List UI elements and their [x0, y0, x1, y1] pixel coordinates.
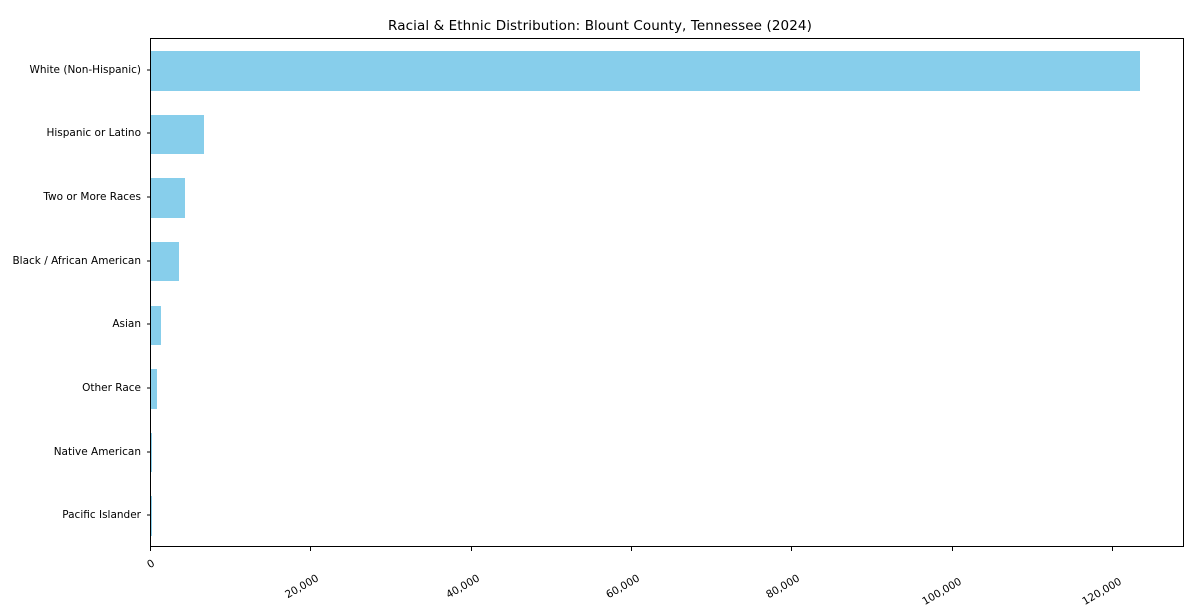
x-axis-tick: [471, 547, 472, 551]
y-axis-tick-label: Two or More Races: [43, 191, 141, 203]
x-axis-tick-label: 0: [145, 557, 157, 571]
y-axis-tick-label: Pacific Islander: [62, 509, 141, 521]
x-axis-tick-label: 40,000: [444, 572, 482, 601]
bar: [151, 115, 204, 154]
y-axis-tick-label: Other Race: [82, 382, 141, 394]
x-axis-tick: [631, 547, 632, 551]
x-axis-tick-label: 80,000: [764, 572, 802, 601]
bar: [151, 51, 1140, 90]
x-axis-tick: [310, 547, 311, 551]
y-axis-tick-label: Black / African American: [12, 255, 141, 267]
bar: [151, 433, 152, 472]
bar: [151, 306, 161, 345]
bar: [151, 242, 179, 281]
bars-layer: [151, 39, 1183, 546]
x-axis-tick-label: 120,000: [1080, 576, 1124, 608]
x-axis-tick: [952, 547, 953, 551]
y-axis-tick-label: Native American: [54, 446, 141, 458]
y-axis-tick-label: Hispanic or Latino: [46, 127, 141, 139]
y-axis-tick-label: White (Non-Hispanic): [29, 64, 141, 76]
x-axis-tick-label: 60,000: [604, 572, 642, 601]
x-axis-tick: [791, 547, 792, 551]
chart-title: Racial & Ethnic Distribution: Blount County, Tennessee (2024): [0, 18, 1200, 34]
y-axis-tick-label: Asian: [112, 318, 141, 330]
x-axis-tick: [1112, 547, 1113, 551]
bar: [151, 178, 185, 217]
x-axis-tick-label: 100,000: [920, 576, 964, 608]
x-axis-tick: [150, 547, 151, 551]
y-axis-labels: [0, 38, 150, 547]
plot-area: [150, 38, 1184, 547]
bar: [151, 369, 157, 408]
x-axis-tick-label: 20,000: [283, 572, 321, 601]
x-axis: [150, 547, 1184, 597]
